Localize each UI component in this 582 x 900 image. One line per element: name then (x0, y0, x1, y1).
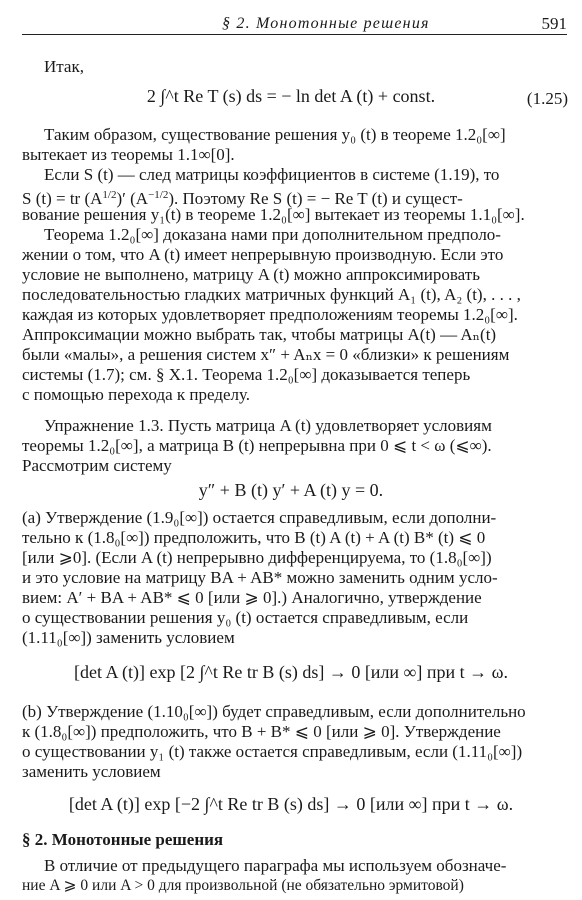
text-line: жении о том, что A (t) имеет непрерывную производную. Если это (22, 245, 504, 264)
text-line: о существовании решения y₀ (t) остается справедливым, если (22, 608, 469, 627)
running-header (22, 6, 567, 35)
text-line: [или ⩾0]. (Если A (t) непрерывно дифференцируема, то (1.8₀[∞]) (22, 548, 492, 567)
running-header-title: § 2. Монотонные решения (222, 15, 430, 32)
text-line: вытекает из теоремы 1.1∞[0]. (22, 145, 235, 164)
text-line: были «малы», а решения систем x″ + Aₙx = 0 «близки» к решениям (22, 345, 510, 364)
text-line: Таким образом, существование решения y₀ (t) в теореме 1.2₀[∞] (44, 125, 506, 144)
text-line: к (1.8₀[∞]) предположить, что B + B* ⩽ 0 [или ⩾ 0]. Утверждение (22, 722, 501, 741)
page-number: 591 (541, 14, 567, 33)
text-line: условие не выполнено, матрицу A (t) можно аппроксимировать (22, 265, 480, 284)
system-equation: y″ + B (t) y′ + A (t) y = 0. (198, 480, 384, 500)
text-line: о существовании y₁ (t) также остается справедливым, если (1.11₀[∞]) (22, 742, 523, 761)
text-line: Аппроксимации можно выбрать так, чтобы матрицы A(t) — Aₙ(t) (22, 325, 497, 344)
text-line: вование решения y₁(t) в теореме 1.2₀[∞] вытекает из теоремы 1.1₀[∞]. (22, 205, 525, 224)
exercise-line: Упражнение 1.3. Пусть матрица A (t) удовлетворяет условиям (44, 416, 492, 435)
condition-a-equation: [det A (t)] exp [2 ∫^t Re tr B (s) ds] → 0 [или ∞] при t → ω. (73, 662, 508, 682)
text-line: Рассмотрим систему (22, 456, 172, 475)
text-line: теоремы 1.2₀[∞], а матрица B (t) непрерывна при 0 ⩽ t < ω (⩽∞). (22, 436, 492, 455)
text-line: с помощью перехода к пределу. (22, 385, 251, 404)
text-line: ние A ⩾ 0 или A > 0 для произвольной (не обязательно эрмитовой) (22, 877, 464, 894)
section-heading: § 2. Монотонные решения (22, 830, 224, 849)
text-line: вием: A′ + BA + AB* ⩽ 0 [или ⩾ 0].) Аналогично, утверждение (22, 588, 482, 607)
text-line: S (t) = tr $(A^{1/2})'$ $(A^{-1/2})$. Поэтому Re S (t) = − Re T (t) и сущест- (22, 189, 463, 208)
equation-1-25-text: 2 ∫^t Re T (s) ds = − ln det A (t) + const. (146, 86, 436, 106)
text-line: заменить условием (22, 762, 161, 781)
equation-number: (1.25) (526, 89, 568, 108)
equation-1-25 (0, 86, 582, 106)
text-line: последовательностью гладких матричных функций A₁ (t), A₂ (t), . . . , (22, 285, 521, 304)
text-line: Теорема 1.2₀[∞] доказана нами при дополнительном предполо- (44, 225, 501, 244)
text-line: и это условие на матрицу BA + AB* можно заменить одним усло- (22, 568, 498, 587)
text-line: (1.11₀[∞]) заменить условием (22, 628, 235, 647)
text-line: (b) Утверждение (1.10₀[∞]) будет справедливым, если дополнительно (22, 702, 526, 721)
condition-b-equation: [det A (t)] exp [−2 ∫^t Re tr B (s) ds] → 0 [или ∞] при t → ω. (68, 794, 514, 814)
text-line: Итак, (44, 57, 84, 76)
text-line: (a) Утверждение (1.9₀[∞]) остается справедливым, если дополни- (22, 508, 497, 527)
text-line: тельно к (1.8₀[∞]) предположить, что B (t) A (t) + A (t) B* (t) ⩽ 0 (22, 528, 486, 547)
text-line: системы (1.7); см. § X.1. Теорема 1.2₀[∞] доказывается теперь (22, 365, 471, 384)
text-line: Если S (t) — след матрицы коэффициентов в системе (1.19), то (44, 165, 500, 184)
text-line: каждая из которых удовлетворяет предположениям теоремы 1.2₀[∞]. (22, 305, 518, 324)
text-line: В отличие от предыдущего параграфа мы используем обозначе- (44, 856, 507, 875)
